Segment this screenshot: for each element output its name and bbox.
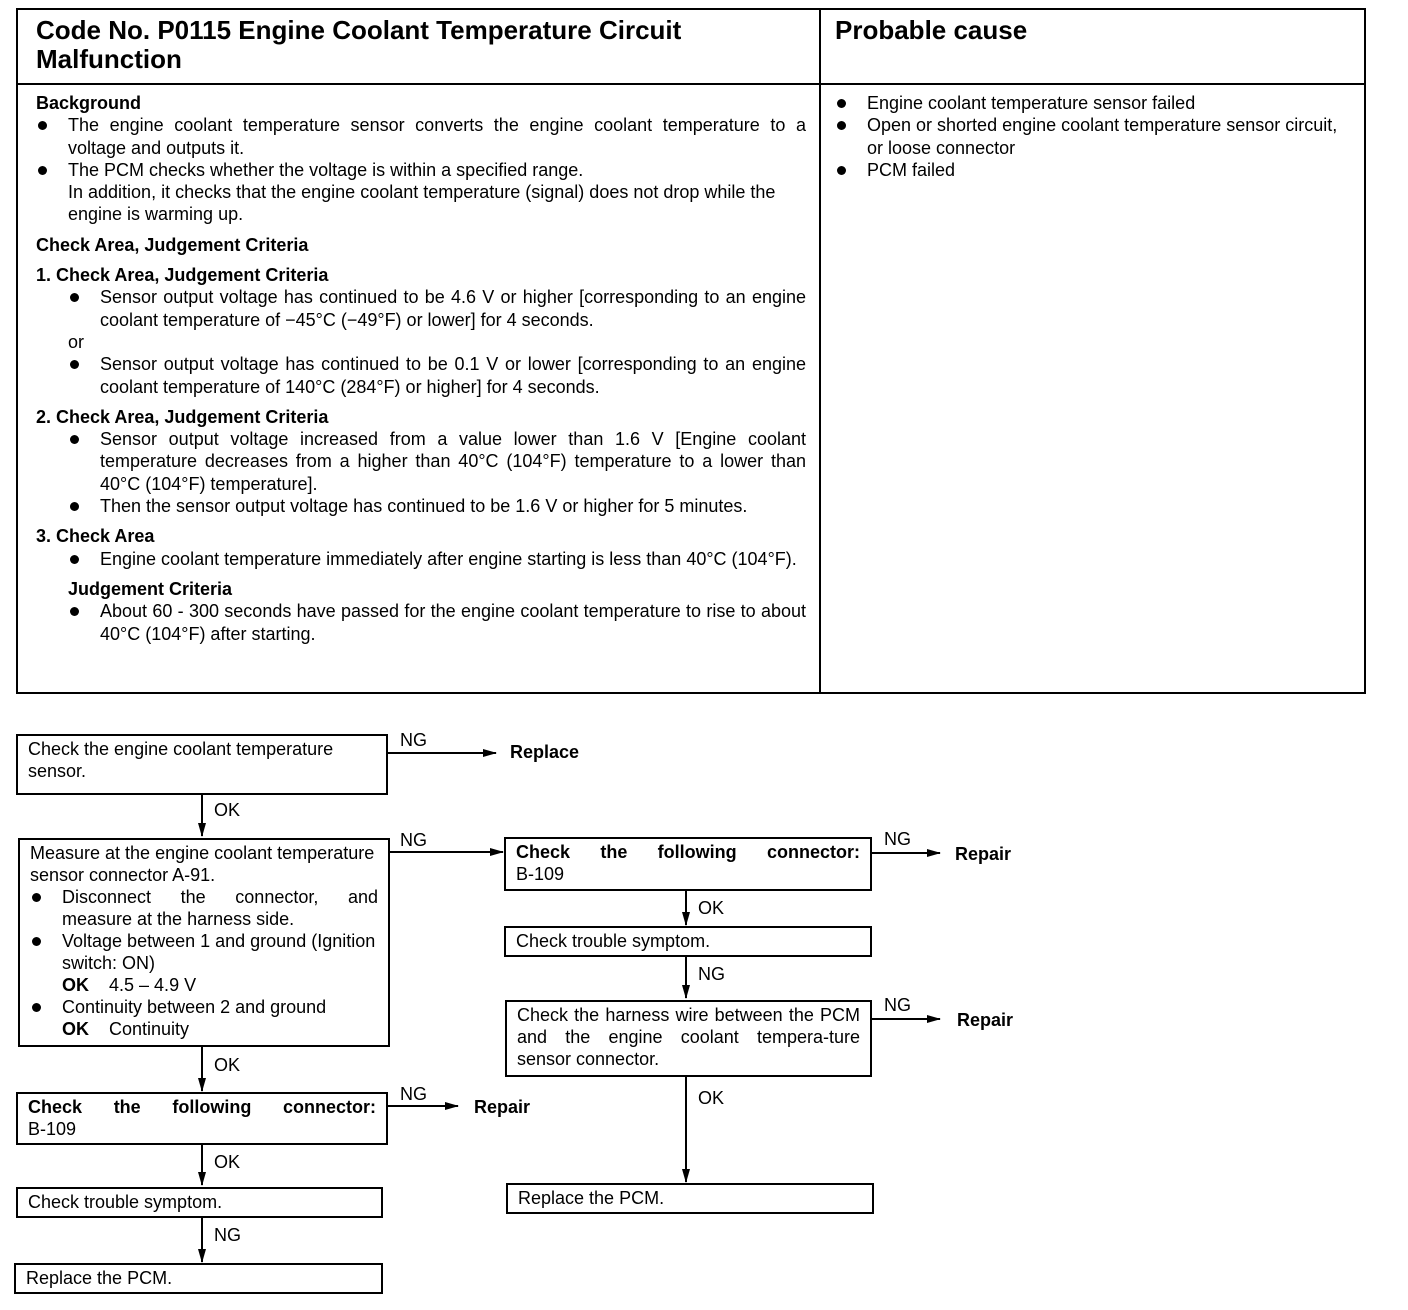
ng-label: NG bbox=[400, 730, 427, 750]
section-3-bullet: Engine coolant temperature immediately after engine starting is less than 40°C (104°F). bbox=[68, 548, 806, 570]
result-repair: Repair bbox=[957, 1010, 1014, 1030]
left-connector-check-box bbox=[16, 1092, 388, 1145]
background-heading: Background bbox=[36, 93, 142, 113]
replace-pcm-text: Replace the PCM. bbox=[518, 1188, 665, 1208]
or-label: or bbox=[68, 331, 85, 352]
connector-check-title: Check the following connector: bbox=[28, 1097, 376, 1117]
ok-criteria-voltage bbox=[30, 974, 378, 996]
ng-label: NG bbox=[400, 1084, 427, 1104]
step-check-sensor-text: Check the engine coolant temperature sensor. bbox=[28, 739, 334, 781]
background-continuation: In addition, it checks that the engine coolant temperature (signal) does not drop while the engine is warming up. bbox=[68, 182, 776, 225]
section-3-bullet: About 60 - 300 seconds have passed for the engine coolant temperature to rise to about 40°C (104°F) after starting. bbox=[68, 600, 806, 645]
section-1-heading: 1. Check Area, Judgement Criteria bbox=[36, 265, 329, 286]
cause-item: Open or shorted engine coolant temperature sensor circuit, or loose connector bbox=[835, 114, 1355, 159]
ng-label: NG bbox=[214, 1225, 241, 1245]
replace-pcm-text: Replace the PCM. bbox=[26, 1268, 173, 1288]
left-trouble-symptom-box bbox=[16, 1187, 383, 1218]
section-2-heading: 2. Check Area, Judgement Criteria bbox=[36, 406, 329, 427]
ok-label: OK bbox=[698, 898, 725, 918]
ng-label: NG bbox=[884, 995, 911, 1015]
measure-bullet: Disconnect the connector, and measure at the harness side. bbox=[30, 886, 378, 930]
ok-label: OK bbox=[214, 800, 241, 820]
harness-check-text: Check the harness wire between the PCM and the engine coolant tempera-ture sensor connector. bbox=[517, 1005, 860, 1069]
section-3-heading: 3. Check Area bbox=[36, 526, 155, 547]
page-title: Code No. P0115 Engine Coolant Temperature Circuit Malfunction bbox=[36, 15, 682, 74]
result-repair: Repair bbox=[955, 844, 1012, 864]
background-bullet: The PCM checks whether the voltage is within a specified range. bbox=[36, 159, 806, 181]
measure-bullet: Continuity between 2 and ground bbox=[30, 996, 378, 1018]
step-measure-connector-box bbox=[18, 838, 390, 1047]
ok-criteria-label: OK bbox=[62, 975, 89, 995]
result-repair: Repair bbox=[474, 1097, 531, 1117]
right-trouble-symptom-box bbox=[504, 926, 872, 957]
cause-item: PCM failed bbox=[835, 159, 1355, 181]
measure-bullet: Voltage between 1 and ground (Ignition switch: ON) bbox=[30, 930, 378, 974]
connector-check-title: Check the following connector: bbox=[516, 842, 860, 862]
result-replace: Replace bbox=[510, 742, 580, 762]
background-bullet: The engine coolant temperature sensor converts the engine coolant temperature to a voltage and outputs it. bbox=[36, 114, 806, 159]
ng-label: NG bbox=[884, 829, 911, 849]
check-area-heading: Check Area, Judgement Criteria bbox=[36, 234, 309, 255]
measure-intro: Measure at the engine coolant temperature sensor connector A-91. bbox=[30, 843, 375, 885]
ok-criteria-label: OK bbox=[62, 1019, 89, 1039]
ok-criteria-continuity bbox=[30, 1018, 378, 1040]
probable-cause-heading: Probable cause bbox=[835, 15, 1028, 45]
ok-label: OK bbox=[698, 1088, 725, 1108]
right-connector-check-box bbox=[504, 837, 872, 891]
section-1-bullet: Sensor output voltage has continued to be 0.1 V or lower [corresponding to an engine coolant temperature of 140°C (284°F) or higher] for 4 seconds. bbox=[68, 353, 806, 398]
ok-criteria-value: Continuity bbox=[109, 1019, 190, 1039]
connector-id: B-109 bbox=[28, 1119, 77, 1139]
section-2-bullet: Sensor output voltage increased from a value lower than 1.6 V [Engine coolant temperature decreases from a higher than 40°C (104°F) temperature to a lower than 40°C (104°F) temperature]. bbox=[68, 428, 806, 495]
trouble-symptom-text: Check trouble symptom. bbox=[28, 1192, 223, 1212]
connector-id: B-109 bbox=[516, 864, 565, 884]
harness-check-box bbox=[505, 1000, 872, 1077]
section-2-bullet: Then the sensor output voltage has continued to be 1.6 V or higher for 5 minutes. bbox=[68, 495, 806, 517]
section-1-bullet: Sensor output voltage has continued to be 4.6 V or higher [corresponding to an engine coolant temperature of −45°C (−49°F) or lower] for 4 seconds. bbox=[68, 286, 806, 331]
ok-label: OK bbox=[214, 1152, 241, 1172]
right-replace-pcm-box bbox=[506, 1183, 874, 1214]
left-replace-pcm-box bbox=[14, 1263, 383, 1294]
ng-label: NG bbox=[698, 964, 725, 984]
ok-criteria-value: 4.5 – 4.9 V bbox=[109, 975, 197, 995]
trouble-symptom-text: Check trouble symptom. bbox=[516, 931, 711, 951]
ok-label: OK bbox=[214, 1055, 241, 1075]
step-check-sensor-box bbox=[16, 734, 388, 795]
cause-item: Engine coolant temperature sensor failed bbox=[835, 92, 1355, 114]
ng-label: NG bbox=[400, 830, 427, 850]
judgement-criteria-heading: Judgement Criteria bbox=[68, 578, 233, 599]
